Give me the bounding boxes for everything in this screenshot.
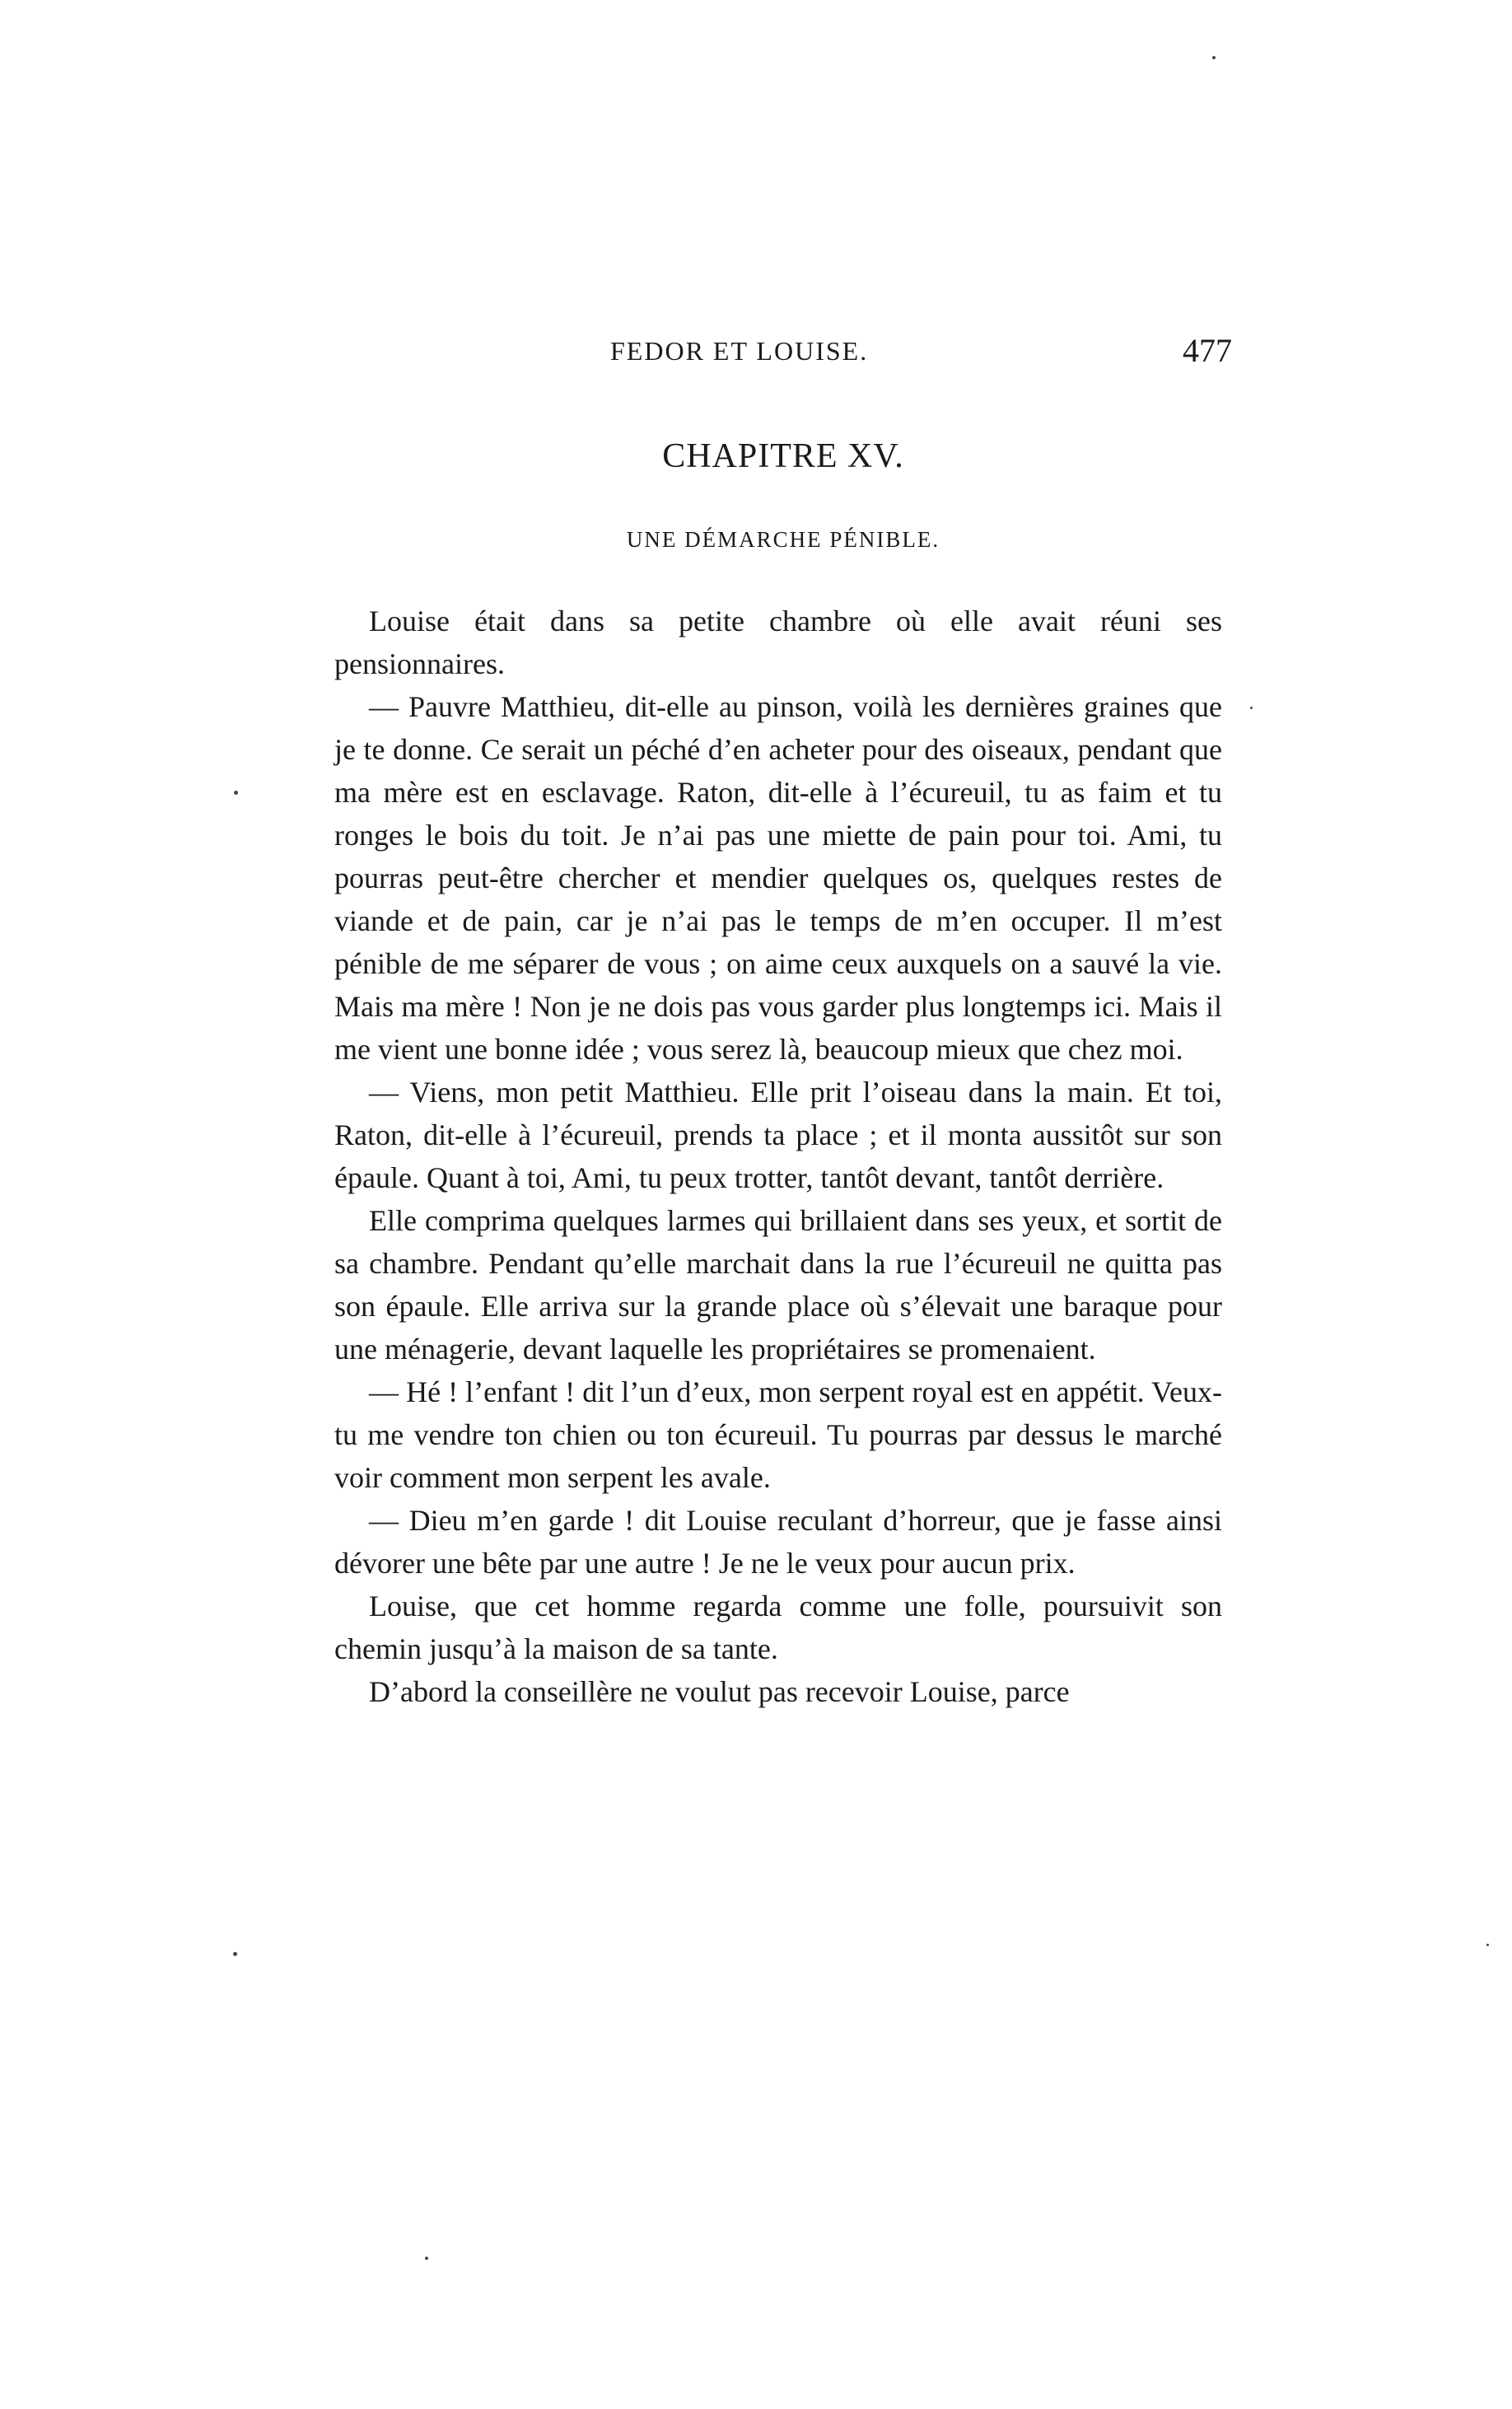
paragraph: D’abord la conseillère ne voulut pas recevoir Louise, parce: [369, 1675, 1070, 1708]
running-head: [334, 332, 1232, 377]
body-text: [334, 600, 1222, 1713]
paragraph: Louise, que cet homme regarda comme une folle, poursuivit son chemin jusqu’à la maison de sa tante.: [334, 1590, 1222, 1665]
paragraph: Louise était dans sa petite chambre où elle avait réuni ses pensionnaires.: [334, 605, 1222, 680]
page-number: 477: [1183, 332, 1232, 369]
running-title: FEDOR ET LOUISE.: [610, 336, 869, 366]
paragraph: — Viens, mon petit Matthieu. Elle prit l’oiseau dans la main. Et toi, Raton, dit-elle à l’écureuil, prends ta place ; et il monta aussitôt sur son épaule. Quant à toi, Ami, tu peux trotter, tantôt devant, tantôt derrière.: [334, 1076, 1222, 1194]
paragraph: — Hé ! l’enfant ! dit l’un d’eux, mon serpent royal est en appétit. Veux-tu me vendre ton chien ou ton écureuil. Tu pourras par dessus le marché voir comment mon serpent les avale.: [334, 1375, 1222, 1494]
paragraph: — Dieu m’en garde ! dit Louise reculant d’horreur, que je fasse ainsi dévorer une bête par une autre ! Je ne le veux pour aucun prix.: [334, 1504, 1222, 1580]
chapter-title: CHAPITRE XV.: [662, 437, 904, 475]
paragraph: — Pauvre Matthieu, dit-elle au pinson, voilà les dernières graines que je te donne. Ce serait un péché d’en acheter pour des oiseaux, pendant que ma mère est en esclavage. Raton, dit-elle à l’écureuil, tu as faim et tu ronges le bois du toit. Je n’ai pas une miette de pain pour toi. Ami, tu pourras peut-être chercher et mendier quelques os, quelques restes de viande et de pain, car je n’ai pas le temps de m’en occuper. Il m’est pénible de me séparer de vous ; on aime ceux auxquels on a sauvé la vie. Mais ma mère ! Non je ne dois pas vous garder plus longtemps ici. Mais il me vient une bonne idée ; vous serez là, beaucoup mieux que chez moi.: [334, 690, 1222, 1066]
chapter-subtitle: UNE DÉMARCHE PÉNIBLE.: [626, 527, 940, 552]
paragraph: Elle comprima quelques larmes qui brillaient dans ses yeux, et sortit de sa chambre. Pendant qu’elle marchait dans la rue l’écureuil ne quitta pas son épaule. Elle arriva sur la grande place où s’élevait une baraque pour une ménagerie, devant laquelle les propriétaires se promenaient.: [334, 1204, 1222, 1366]
